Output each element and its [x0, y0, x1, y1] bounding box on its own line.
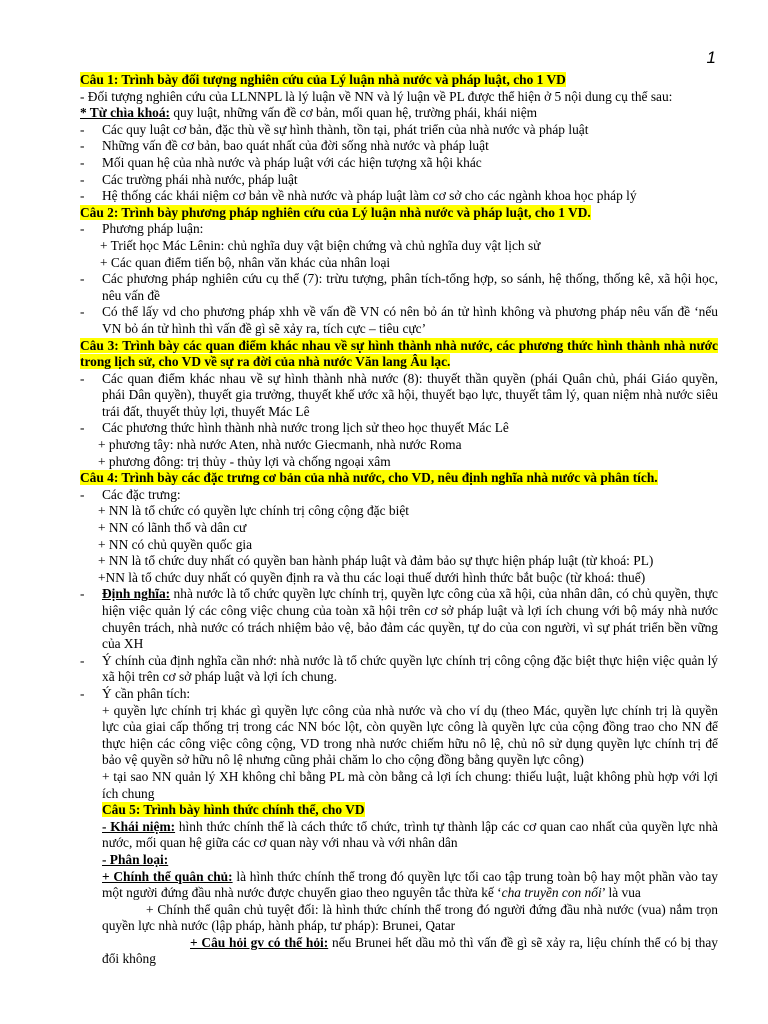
q4-analysis-point: + tại sao NN quản lý XH không chỉ bằng PL mà còn bằng cả lợi ích chung: thiếu luật, luật không phù hợp với lợi ích chung: [102, 768, 718, 801]
q1-title: Câu 1: Trình bày đối tượng nghiên cứu của Lý luận nhà nước và pháp luật, cho 1 VD: [80, 72, 566, 87]
q1-intro: - Đối tượng nghiên cứu của LLNNPL là lý luận về NN và lý luận về PL được thể hiện ở 5 nội dung cụ thể sau:: [80, 88, 673, 104]
q4-meaning: - Ý chính của định nghĩa cần nhớ: nhà nước là tổ chức quyền lực chính trị công cộng đặc biệt thực hiện việc quản lý xã hội trên cơ sở pháp luật và lợi ích chung.: [80, 652, 718, 685]
q4-title: Câu 4: Trình bày các đặc trưng cơ bản của nhà nước, cho VD, nêu định nghĩa nhà nước và phân tích.: [80, 470, 658, 486]
q4-definition: - Định nghĩa: nhà nước là tổ chức quyền lực chính trị, quyền lực công của xã hội, của nhân dân, có chủ quyền, thực hiện việc quản lý các công việc chung của toàn xã hội trên cơ sở pháp luật và lợi ích chung với bộ máy nhà nước chuyên trách, nhà nước có trách nhiệm bảo vệ, bảo đảm các quyền, tự do của con người, vì sự phát triển bền vững của XH: [80, 586, 718, 652]
q4-feature: + NN là tổ chức có quyền lực chính trị công cộng đặc biệt: [98, 503, 409, 519]
q1-item: - Mối quan hệ của nhà nước và pháp luật với các hiện tượng xã hội khác: [80, 154, 482, 170]
q2-title: Câu 2: Trình bày phương pháp nghiên cứu của Lý luận nhà nước và pháp luật, cho 1 VD.: [80, 204, 591, 220]
q3-east: + phương đông: trị thủy - thủy lợi và chống ngoại xâm: [98, 453, 391, 469]
q1-item: - Hệ thống các khái niệm cơ bản về nhà nước và pháp luật làm cơ sở cho các ngành khoa học pháp lý: [80, 188, 637, 204]
q4-feature: +NN là tổ chức duy nhất có quyền định ra và thu các loại thuế dưới hình thức bắt buộc (từ khoá: thuế): [98, 569, 646, 585]
q2-method: - Phương pháp luận:: [80, 221, 204, 237]
q4-features: - Các đặc trưng:: [80, 486, 181, 502]
q5-monarchy: + Chính thể quân chủ: là hình thức chính thể trong đó quyền lực tối cao tập trung toàn bộ hay một phần vào tay một người đứng đầu nhà nước được chuyển giao theo nguyên tắc thừa kế ‘cha truyền con nối’ là vua: [102, 868, 718, 901]
q4-feature: + NN có lãnh thổ và dân cư: [98, 520, 247, 536]
q5-concept: - Khái niệm: hình thức chính thể là cách thức tổ chức, trình tự thành lập các cơ quan cao nhất của quyền lực nhà nước, mối quan hệ giữa các cơ quan này với nhau và với nhân dân: [102, 818, 718, 851]
q1-item: - Các quy luật cơ bản, đặc thù về sự hình thành, tồn tại, phát triển của nhà nước và pháp luật: [80, 121, 589, 137]
q4-feature: + NN có chủ quyền quốc gia: [98, 536, 253, 552]
q3-views: - Các quan điểm khác nhau về sự hình thành nhà nước (8): thuyết thần quyền (phái Quân chủ, phái Giáo quyền, phái Dân quyền), thuyết gia trưởng, thuyết khế ước xã hội, thuyết bạo lực, thuyết tâm lý, quan niệm nhà nước siêu trái đất, thuyết thủy lợi, thuyết Mác Lê: [80, 370, 718, 419]
q5-question: + Câu hỏi gv có thể hỏi: nếu Brunei hết dầu mỏ thì vấn đề gì sẽ xảy ra, liệu chính thể có bị thay đổi không: [102, 934, 718, 967]
q2-example: - Có thể lấy vd cho phương pháp xhh về vấn đề VN có nên bỏ án tử hình không và phương pháp nêu vấn đề ‘nếu VN bỏ án tử hình thì vấn đề gì sẽ xảy ra, tích cực – tiêu cực’: [80, 304, 718, 336]
q4-analysis: - Ý cần phân tích:: [80, 685, 191, 701]
q2-specific: - Các phương pháp nghiên cứu cụ thể (7): trừu tượng, phân tích-tổng hợp, so sánh, hệ thống, thống kê, xã hội học, nêu vấn đề: [80, 271, 718, 303]
q1-item: - Những vấn đề cơ bản, bao quát nhất của đời sống nhà nước và pháp luật: [80, 138, 489, 154]
document-body: [80, 72, 718, 968]
q3-methods: - Các phương thức hình thành nhà nước trong lịch sử theo học thuyết Mác Lê: [80, 420, 509, 436]
q3-west: + phương tây: nhà nước Aten, nhà nước Giecmanh, nhà nước Roma: [98, 437, 462, 453]
q5-title: Câu 5: Trình bày hình thức chính thể, cho VD: [102, 802, 365, 818]
q4-analysis-point: + quyền lực chính trị khác gì quyền lực công của nhà nước và cho ví dụ (theo Mác, quyền lực chính trị là quyền lực của giai cấp thống trị trong các NN bóc lột, còn quyền lực công là quyền lực của cộng đồng trao cho NN để thực hiện các công việc công cộng, VD trong nhà nước chiếm hữu nô lệ, chủ nô sử dụng quyền lực chính trị để bảo vệ quyền sở hữu nô lệ nhưng cũng phải chăm lo cho cộng đồng bằng quyền lực công): [102, 702, 718, 768]
q5-classify: - Phân loại:: [102, 851, 169, 867]
q5-absolute: + Chính thể quân chủ tuyệt đối: là hình thức chính thể trong đó người đứng đầu nhà nước (vua) nắm trọn quyền lực nhà nước (lập pháp, hành pháp, tư pháp): Brunei, Qatar: [102, 901, 718, 934]
q2-method-sub: + Triết học Mác Lênin: chủ nghĩa duy vật biện chứng và chủ nghĩa duy vật lịch sử: [100, 237, 541, 253]
q4-feature: + NN là tổ chức duy nhất có quyền ban hành pháp luật và đảm bảo sự thực hiện pháp luật (từ khoá: PL): [98, 553, 654, 569]
q2-method-sub: + Các quan điểm tiến bộ, nhân văn khác của nhân loại: [100, 254, 391, 270]
q1-item: - Các trường phái nhà nước, pháp luật: [80, 171, 298, 187]
q3-title: Câu 3: Trình bày các quan điểm khác nhau về sự hình thành nhà nước, các phương thức hình thành nhà nước trong lịch sử, cho VD về sự ra đời của nhà nước Văn lang Âu lạc.: [80, 337, 718, 370]
page-number: 1: [706, 48, 716, 67]
q1-keywords: * Từ chìa khoá: quy luật, những vấn đề cơ bản, mối quan hệ, trường phái, khái niệm: [80, 105, 538, 121]
